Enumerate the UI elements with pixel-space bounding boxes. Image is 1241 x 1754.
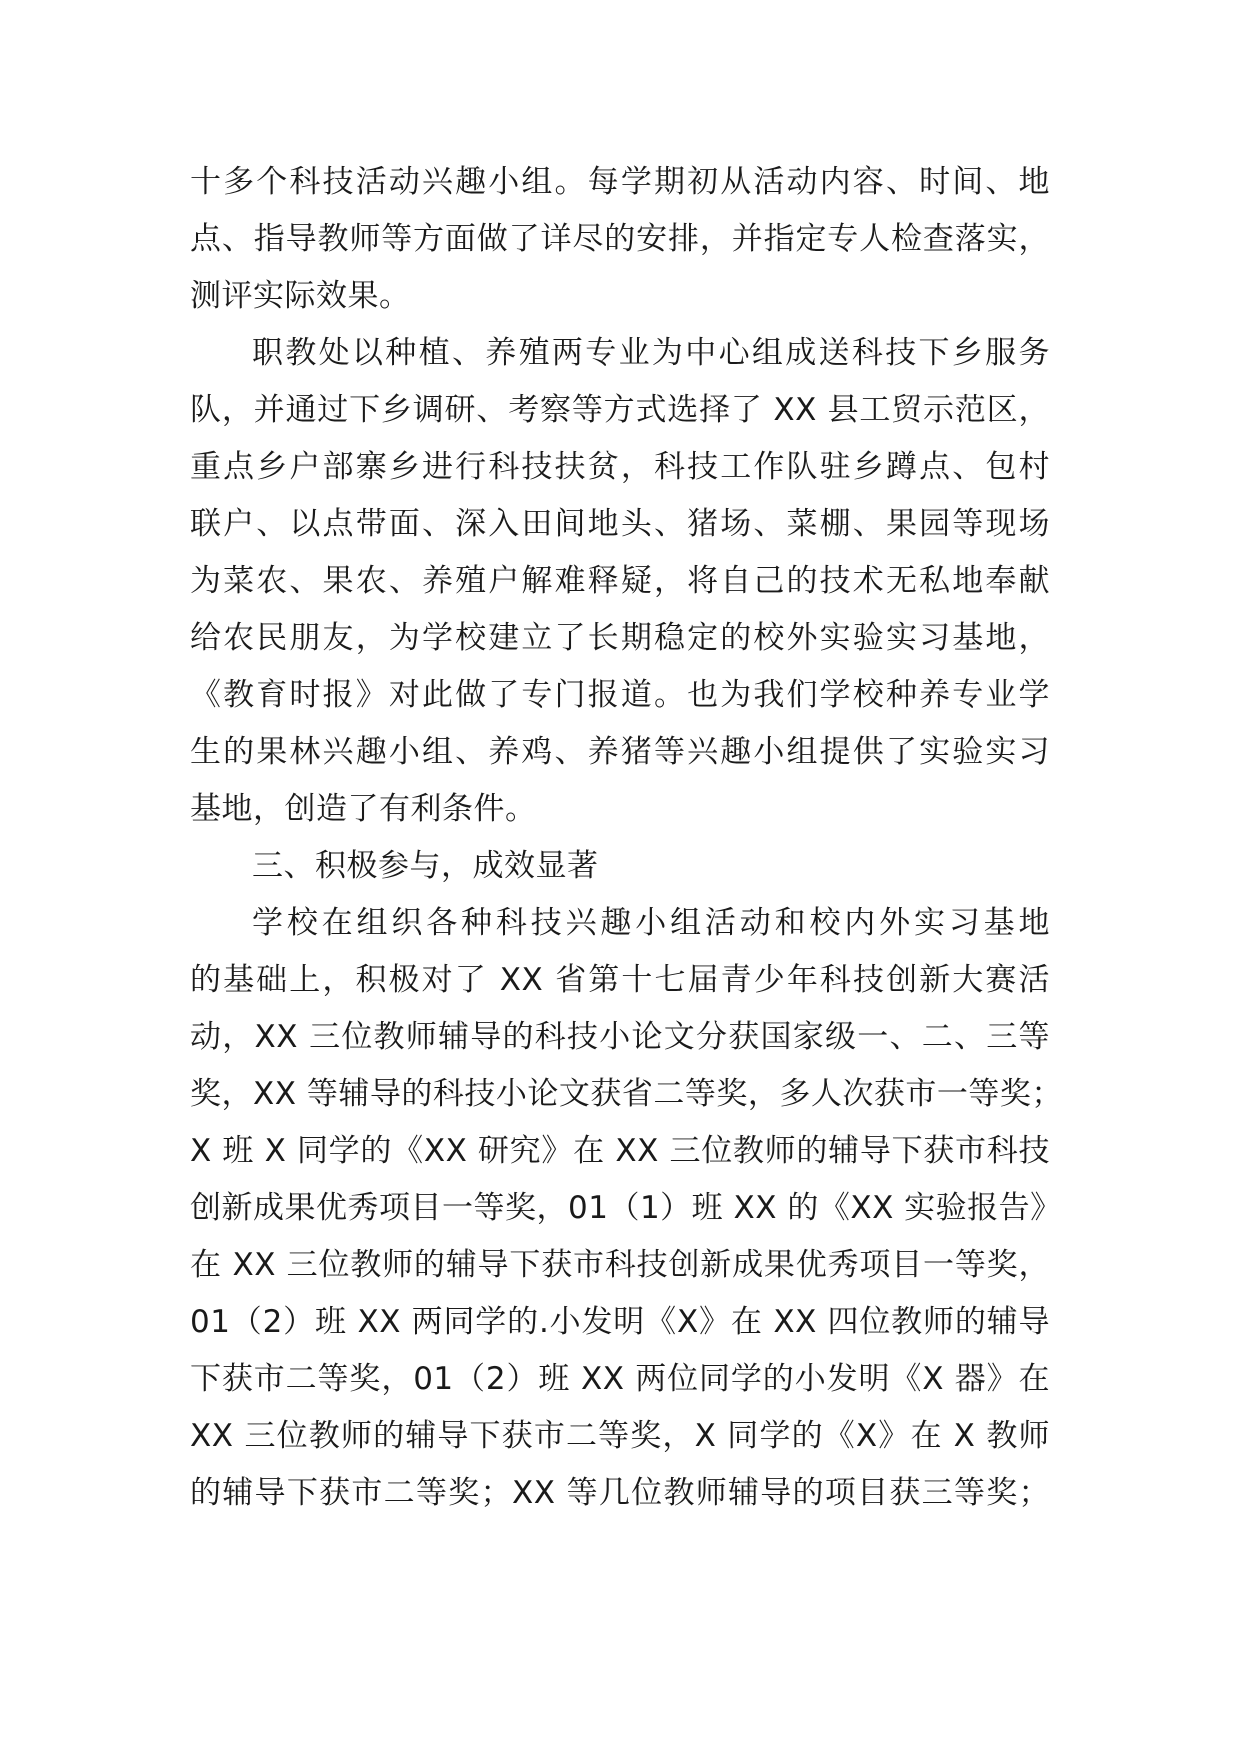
text-line: 01（2）班 XX 两同学的.小发明《X》在 XX 四位教师的辅导 <box>190 1304 1050 1340</box>
text-line: 队，并通过下乡调研、考察等方式选择了 XX 县工贸示范区， <box>190 392 1050 428</box>
text-line: 《教育时报》对此做了专门报道。也为我们学校种养专业学 <box>190 677 1050 713</box>
text-line: 测评实际效果。 <box>190 278 411 314</box>
text-line: X 班 X 同学的《XX 研究》在 XX 三位教师的辅导下获市科技 <box>190 1133 1050 1169</box>
text-line: 动，XX 三位教师辅导的科技小论文分获国家级一、二、三等 <box>190 1019 1050 1055</box>
text-line: 重点乡户部寨乡进行科技扶贫，科技工作队驻乡蹲点、包村 <box>190 449 1050 485</box>
text-line: 的辅导下获市二等奖；XX 等几位教师辅导的项目获三等奖； <box>190 1475 1050 1511</box>
heading-text: 三、积极参与，成效显著 <box>252 848 599 884</box>
text-line: 在 XX 三位教师的辅导下获市科技创新成果优秀项目一等奖， <box>190 1247 1050 1283</box>
text-line: 基地，创造了有利条件。 <box>190 791 537 827</box>
text-line: 奖，XX 等辅导的科技小论文获省二等奖，多人次获市一等奖； <box>190 1076 1063 1112</box>
text-line: 学校在组织各种科技兴趣小组活动和校内外实习基地 <box>252 905 1050 941</box>
text-line: 点、指导教师等方面做了详尽的安排，并指定专人检查落实， <box>190 221 1050 257</box>
text-line: XX 三位教师的辅导下获市二等奖，X 同学的《X》在 X 教师 <box>190 1418 1050 1454</box>
text-line: 的基础上，积极对了 XX 省第十七届青少年科技创新大赛活 <box>190 962 1050 998</box>
text-line: 创新成果优秀项目一等奖，01（1）班 XX 的《XX 实验报告》 <box>190 1190 1062 1226</box>
text-line: 联户、以点带面、深入田间地头、猪场、菜棚、果园等现场 <box>190 506 1050 542</box>
text-line: 下获市二等奖，01（2）班 XX 两位同学的小发明《X 器》在 <box>190 1361 1050 1397</box>
text-line: 生的果林兴趣小组、养鸡、养猪等兴趣小组提供了实验实习 <box>190 734 1050 770</box>
text-line: 十多个科技活动兴趣小组。每学期初从活动内容、时间、地 <box>190 164 1050 200</box>
text-line: 为菜农、果农、养殖户解难释疑，将自己的技术无私地奉献 <box>190 563 1050 599</box>
text-line: 给农民朋友，为学校建立了长期稳定的校外实验实习基地， <box>190 620 1050 656</box>
text-line: 职教处以种植、养殖两专业为中心组成送科技下乡服务 <box>252 335 1050 371</box>
